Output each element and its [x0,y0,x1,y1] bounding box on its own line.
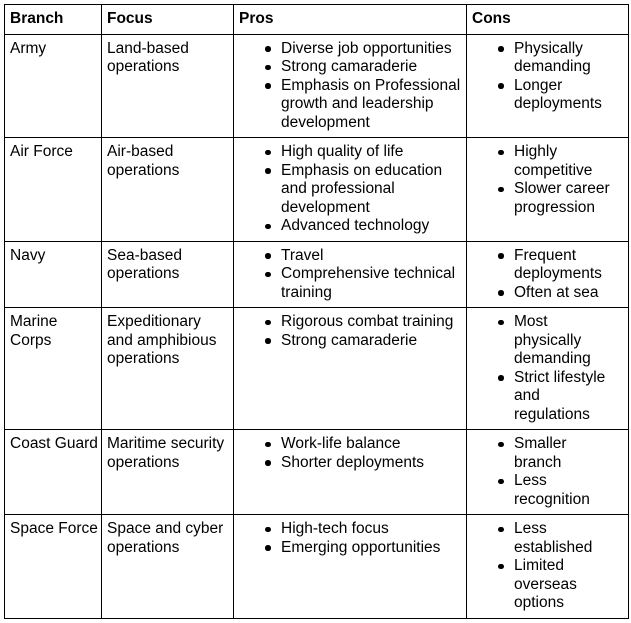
branch-cell: Space Force [5,515,102,619]
branch-cell: Air Force [5,138,102,242]
cons-list [472,520,626,613]
list-item: Diverse job opportunities [281,40,464,59]
cons-cell [467,515,629,619]
cons-cell [467,34,629,138]
focus-cell: Air-based operations [102,138,234,242]
table-row-navy [5,241,629,308]
pros-cell [234,241,467,308]
cons-list [472,247,626,303]
column-header-cons: Cons [467,5,629,35]
list-item: High-tech focus [281,520,464,539]
table-row-marine-corps [5,308,629,430]
list-item: Often at sea [514,284,616,303]
list-item: Emerging opportunities [281,539,464,558]
list-item: Limited overseas options [514,557,616,613]
cons-list [472,435,626,509]
list-item: Highly competitive [514,143,616,180]
list-item: Work-life balance [281,435,464,454]
branch-cell: Coast Guard [5,430,102,515]
branch-cell: Marine Corps [5,308,102,430]
branch-comparison-table [4,4,629,619]
cons-list [472,40,626,114]
pros-list [239,435,464,472]
branch-cell: Army [5,34,102,138]
list-item: Physically demanding [514,40,616,77]
list-item: Less recognition [514,472,616,509]
list-item: Emphasis on education and professional development [281,162,464,218]
pros-cell [234,515,467,619]
table-row-air-force [5,138,629,242]
column-header-pros: Pros [234,5,467,35]
table-row-army [5,34,629,138]
list-item: Slower career progression [514,180,616,217]
list-item: Most physically demanding [514,313,616,369]
cons-cell [467,241,629,308]
list-item: High quality of life [281,143,464,162]
list-item: Shorter deployments [281,454,464,473]
list-item: Rigorous combat training [281,313,464,332]
pros-cell [234,430,467,515]
list-item: Smaller branch [514,435,616,472]
list-item: Emphasis on Professional growth and leadership development [281,77,464,133]
pros-list [239,313,464,350]
list-item: Comprehensive technical training [281,265,464,302]
pros-list [239,143,464,236]
cons-list [472,143,626,217]
list-item: Strong camaraderie [281,58,464,77]
list-item: Frequent deployments [514,247,616,284]
header-row [5,5,629,35]
table-row-coast-guard [5,430,629,515]
list-item: Less established [514,520,616,557]
table-row-space-force [5,515,629,619]
column-header-branch: Branch [5,5,102,35]
focus-cell: Space and cyber operations [102,515,234,619]
focus-cell: Sea-based operations [102,241,234,308]
list-item: Advanced technology [281,217,464,236]
pros-cell [234,308,467,430]
pros-cell [234,34,467,138]
column-header-focus: Focus [102,5,234,35]
cons-list [472,313,626,424]
focus-cell: Expeditionary and amphibious operations [102,308,234,430]
cons-cell [467,430,629,515]
pros-cell [234,138,467,242]
focus-cell: Land-based operations [102,34,234,138]
pros-list [239,520,464,557]
pros-list [239,40,464,133]
list-item: Strong camaraderie [281,332,464,351]
pros-list [239,247,464,303]
cons-cell [467,308,629,430]
list-item: Travel [281,247,464,266]
list-item: Strict lifestyle and regulations [514,369,616,425]
cons-cell [467,138,629,242]
list-item: Longer deployments [514,77,616,114]
branch-cell: Navy [5,241,102,308]
focus-cell: Maritime security operations [102,430,234,515]
